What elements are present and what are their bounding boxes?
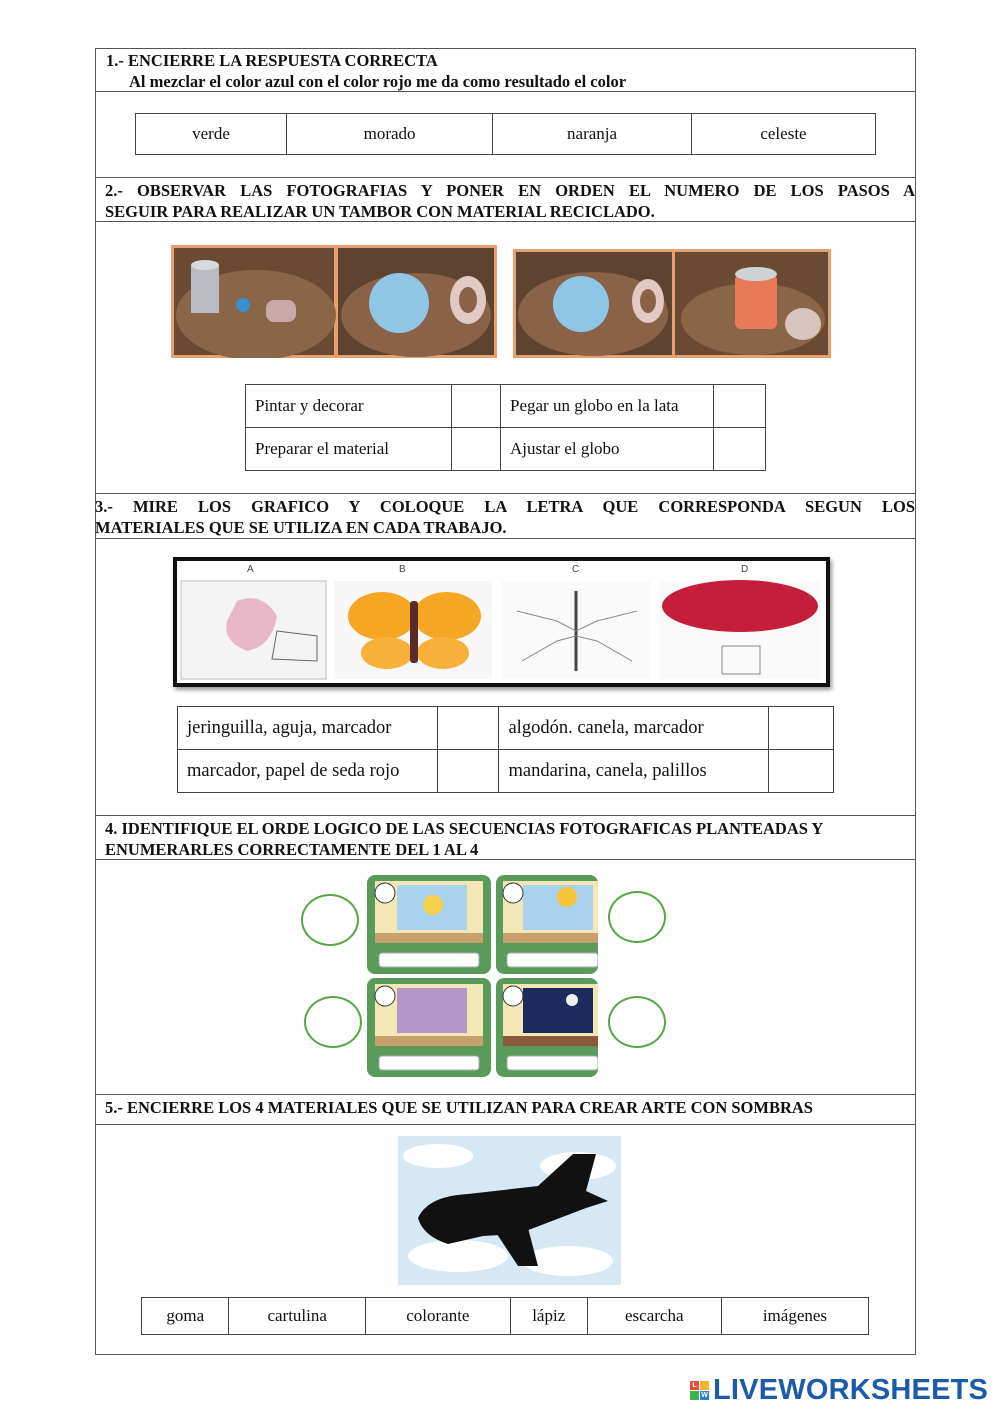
q3-answer-box[interactable] [438, 707, 499, 750]
q2-steps-table [245, 384, 766, 471]
divider [95, 815, 916, 816]
answer-circle-2[interactable] [608, 891, 666, 943]
logo-badge-letter: L [690, 1381, 699, 1390]
divider [95, 538, 916, 539]
drum-steps-photo-right [513, 249, 831, 358]
q2-answer-box[interactable] [714, 385, 766, 428]
q1-option-verde[interactable]: verde [136, 114, 287, 155]
sequence-cards-image [367, 875, 598, 1077]
image-label-c: C [572, 564, 580, 575]
divider [95, 221, 916, 222]
divider [95, 1094, 916, 1095]
q3-title-line2: MATERIALES QUE SE UTILIZA EN CADA TRABAJO. [95, 518, 507, 537]
image-label-b: B [399, 564, 406, 575]
liveworksheets-logo [690, 1374, 990, 1406]
drum-steps-photo-left [171, 245, 497, 358]
q3-material-label: mandarina, canela, palillos [499, 750, 768, 793]
q3-title-line1: 3.- MIRE LOS GRAFICO Y COLOQUE LA LETRA QUE CORRESPONDA SEGUN LOS [95, 497, 915, 516]
q2-step-label: Ajustar el globo [501, 428, 714, 471]
q4-title-line1: 4. IDENTIFIQUE EL ORDE LOGICO DE LAS SECUENCIAS FOTOGRAFICAS PLANTEADAS Y [105, 819, 824, 838]
q2-step-label: Pintar y decorar [246, 385, 452, 428]
q3-answer-box[interactable] [768, 707, 833, 750]
q5-option-goma[interactable]: goma [142, 1298, 229, 1335]
q5-option-lapiz[interactable]: lápiz [510, 1298, 587, 1335]
image-label-d: D [741, 564, 749, 575]
divider [95, 91, 916, 92]
q3-material-label: jeringuilla, aguja, marcador [178, 707, 438, 750]
q2-answer-box[interactable] [452, 428, 501, 471]
q2-step-label: Pegar un globo en la lata [501, 385, 714, 428]
crafts-image-strip [173, 557, 830, 687]
q3-material-label: marcador, papel de seda rojo [178, 750, 438, 793]
q4-title-line2: ENUMERARLES CORRECTAMENTE DEL 1 AL 4 [105, 840, 479, 859]
q3-answer-box[interactable] [768, 750, 833, 793]
q1-title: 1.- ENCIERRE LA RESPUESTA CORRECTA [106, 51, 438, 70]
q2-step-label: Preparar el material [246, 428, 452, 471]
q3-materials-table [177, 706, 834, 793]
q5-option-cartulina[interactable]: cartulina [229, 1298, 365, 1335]
logo-badge-letter: W [701, 1391, 708, 1399]
q3-answer-box[interactable] [438, 750, 499, 793]
q5-options-table [141, 1297, 869, 1335]
q1-subtitle: Al mezclar el color azul con el color rojo me da como resultado el color [129, 72, 627, 91]
answer-circle-1[interactable] [301, 894, 359, 946]
brand-name: LIVEWORKSHEETS [713, 1373, 989, 1406]
q2-answer-box[interactable] [452, 385, 501, 428]
q2-answer-box[interactable] [714, 428, 766, 471]
q1-option-morado[interactable]: morado [286, 114, 492, 155]
answer-circle-4[interactable] [608, 996, 666, 1048]
q5-option-colorante[interactable]: colorante [365, 1298, 510, 1335]
q5-option-imagenes[interactable]: imágenes [721, 1298, 868, 1335]
q1-option-celeste[interactable]: celeste [691, 114, 875, 155]
q5-option-escarcha[interactable]: escarcha [587, 1298, 721, 1335]
image-label-a: A [247, 564, 254, 575]
logo-badge-icon [690, 1381, 709, 1400]
divider [95, 493, 916, 494]
q1-options-table [135, 113, 876, 155]
q5-title: 5.- ENCIERRE LOS 4 MATERIALES QUE SE UTILIZAN PARA CREAR ARTE CON SOMBRAS [105, 1098, 813, 1117]
divider [95, 1124, 916, 1125]
divider [95, 177, 916, 178]
q3-material-label: algodón. canela, marcador [499, 707, 768, 750]
q2-title-line1: 2.- OBSERVAR LAS FOTOGRAFIAS Y PONER EN ORDEN EL NUMERO DE LOS PASOS A [105, 181, 915, 200]
divider [95, 859, 916, 860]
shadow-art-image [398, 1136, 621, 1285]
q2-title-line2: SEGUIR PARA REALIZAR UN TAMBOR CON MATERIAL RECICLADO. [105, 202, 655, 221]
q1-option-naranja[interactable]: naranja [493, 114, 692, 155]
answer-circle-3[interactable] [304, 996, 362, 1048]
